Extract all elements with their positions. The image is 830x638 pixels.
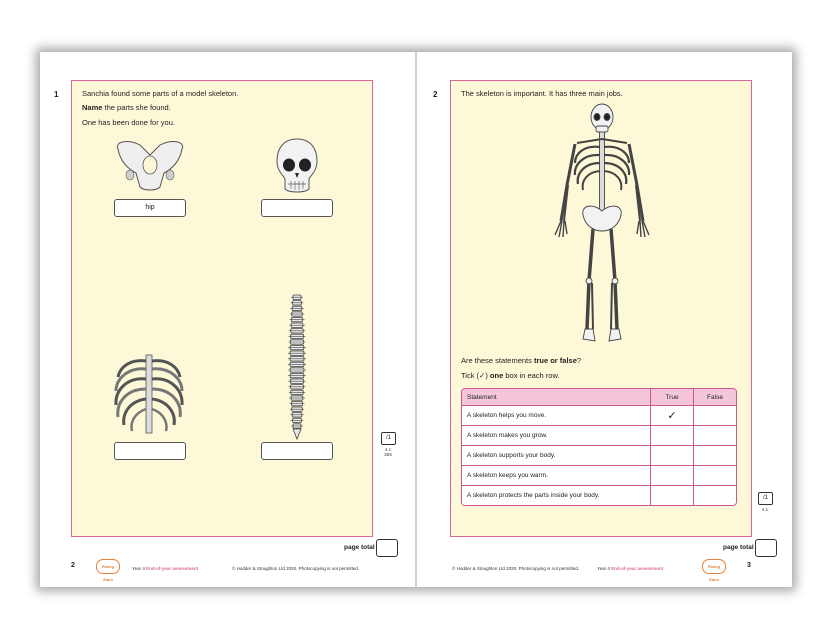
- true-checkbox[interactable]: [650, 426, 693, 446]
- question-2-panel: [450, 80, 752, 537]
- true-checkbox[interactable]: ✓: [650, 406, 693, 426]
- answer-box-hip[interactable]: hip: [114, 199, 186, 217]
- mark-box: /1: [758, 492, 773, 505]
- left-page: [40, 52, 415, 587]
- false-checkbox[interactable]: [693, 446, 736, 466]
- footer-copyright: © Hodder & Stoughton Ltd 2020. Photocopying is not permitted.: [232, 566, 360, 571]
- right-page: [417, 52, 792, 587]
- page-total-box[interactable]: [376, 539, 398, 557]
- true-false-table: [461, 388, 737, 506]
- question-text-line: The skeleton is important. It has three main jobs.: [461, 89, 623, 98]
- question-number: 1: [54, 90, 59, 99]
- table-row: [462, 486, 736, 505]
- ribcage-image: [112, 353, 186, 437]
- page-total-label: page total: [723, 544, 754, 551]
- true-checkbox[interactable]: [650, 446, 693, 466]
- false-checkbox[interactable]: [693, 486, 736, 505]
- question-1-panel: [71, 80, 373, 537]
- question-text-line: Name the parts she found.: [82, 103, 171, 112]
- answer-box-spine[interactable]: [261, 442, 333, 460]
- worksheet-spread: [40, 52, 792, 587]
- false-checkbox[interactable]: [693, 406, 736, 426]
- question-text-line: Sanchia found some parts of a model skeleton.: [82, 89, 239, 98]
- statement-cell: A skeleton makes you grow.: [462, 426, 650, 446]
- hip-bone-image: [112, 139, 188, 193]
- mark-box: /1: [381, 432, 396, 445]
- publisher-logo: Rising Stars: [96, 559, 120, 574]
- false-checkbox[interactable]: [693, 426, 736, 446]
- mark-code: 4.1: [761, 507, 769, 512]
- column-header: Statement: [462, 389, 650, 406]
- false-checkbox[interactable]: [693, 466, 736, 486]
- footer-copyright: © Hodder & Stoughton Ltd 2020. Photocopying is not permitted.: [452, 566, 580, 571]
- question-number: 2: [433, 90, 438, 99]
- table-row: [462, 426, 736, 446]
- spine-image: [284, 293, 310, 439]
- page-total-box[interactable]: [755, 539, 777, 557]
- column-header: False: [693, 389, 736, 406]
- column-header: True: [650, 389, 693, 406]
- table-row: [462, 406, 736, 426]
- question-text-line: Tick (✓) one box in each row.: [461, 371, 560, 380]
- mark-code: 4.1 3B5: [383, 447, 392, 457]
- page-number: 2: [71, 562, 75, 569]
- question-text-line: One has been done for you.: [82, 118, 175, 127]
- true-checkbox[interactable]: [650, 486, 693, 505]
- publisher-logo: Rising Stars: [702, 559, 726, 574]
- statement-cell: A skeleton keeps you warm.: [462, 466, 650, 486]
- footer-text: Year 4 End-of-year assessment: [132, 566, 199, 571]
- true-checkbox[interactable]: [650, 466, 693, 486]
- page-number: 3: [747, 562, 751, 569]
- answer-box-skull[interactable]: [261, 199, 333, 217]
- statement-cell: A skeleton supports your body.: [462, 446, 650, 466]
- table-row: [462, 446, 736, 466]
- skull-image: [275, 137, 319, 195]
- full-skeleton-image: [547, 103, 657, 343]
- statement-cell: A skeleton helps you move.: [462, 406, 650, 426]
- statement-cell: A skeleton protects the parts inside your body.: [462, 486, 650, 505]
- answer-box-ribcage[interactable]: [114, 442, 186, 460]
- question-text-line: Are these statements true or false?: [461, 356, 582, 365]
- page-total-label: page total: [344, 544, 375, 551]
- footer-text: Year 4 End-of-year assessment: [597, 566, 664, 571]
- table-row: [462, 466, 736, 486]
